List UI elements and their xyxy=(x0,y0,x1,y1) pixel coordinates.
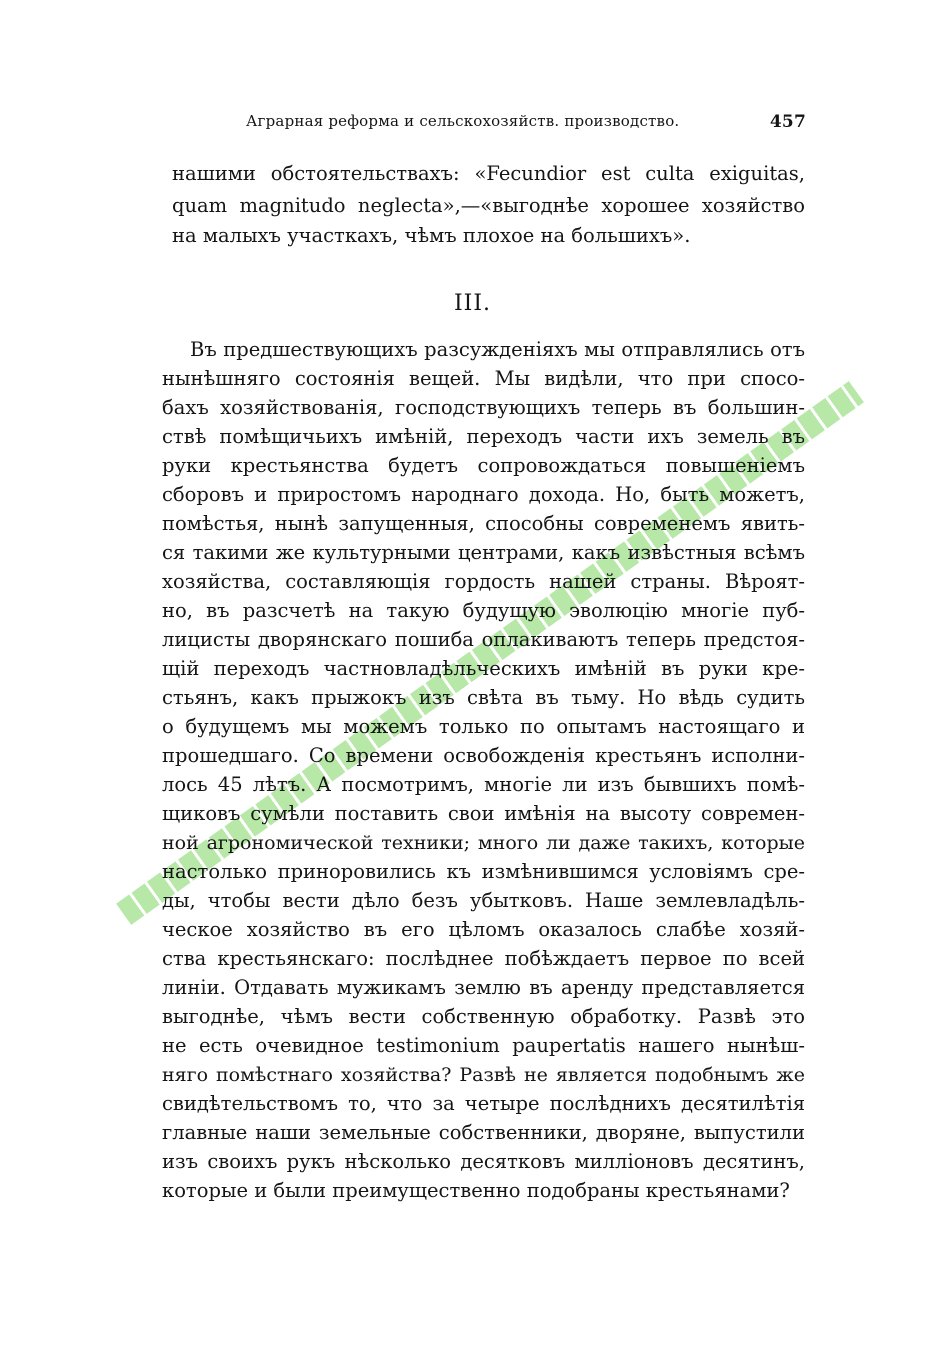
body-line: лицисты дворянскаго пошиба оплакиваютъ теперь предстоя- xyxy=(162,628,805,651)
body-line: лось 45 лѣтъ. А посмотримъ, многiе ли изъ бывшихъ помѣ- xyxy=(162,773,805,796)
body-line: прошедшаго. Со времени освобожденiя крестьянъ исполни- xyxy=(162,744,805,767)
body-line: сборовъ и приростомъ народнаго дохода. Но, быть можетъ, xyxy=(162,483,805,506)
intro-line: на малыхъ участкахъ, чѣмъ плохое на большихъ». xyxy=(172,224,691,247)
body-line: щиковъ сумѣли поставить свои имѣнiя на высоту современ- xyxy=(162,802,805,825)
body-line: руки крестьянства будетъ сопровождаться повышенiемъ xyxy=(162,454,805,477)
body-line: линiи. Отдавать мужикамъ землю въ аренду представляется xyxy=(162,976,805,999)
body-line: ды, чтобы вести дѣло безъ убытковъ. Наше землевладѣль- xyxy=(162,889,805,912)
intro-line: quam magnitudo neglecta»,—«выгоднѣе хорошее хозяйство xyxy=(172,194,805,217)
running-header xyxy=(246,112,806,136)
body-line: ной агрономической техники; много ли даже такихъ, которые xyxy=(162,832,805,854)
body-line: хозяйства, составляющiя гордость нашей страны. Вѣроят- xyxy=(162,570,805,593)
body-line: настолько приноровились къ измѣнившимся условiямъ сре- xyxy=(162,860,805,883)
intro-line: нашими обстоятельствахъ: «Fecundior est culta exiguitas, xyxy=(172,162,805,185)
body-line: бахъ хозяйствованiя, господствующихъ теперь въ большин- xyxy=(162,396,805,419)
body-line: но, въ разсчетѣ на такую будущую эволюцiю многiе пуб- xyxy=(162,599,805,622)
running-title: Аграрная реформа и сельскохозяйств. производство. xyxy=(246,112,680,130)
body-line: выгоднѣе, чѣмъ вести собственную обработку. Развѣ это xyxy=(162,1005,805,1028)
body-line: щiй переходъ частновладѣльческихъ имѣнiй въ руки кре- xyxy=(162,657,805,680)
body-line: ческое хозяйство въ его цѣломъ оказалось слабѣе хозяй- xyxy=(162,918,805,941)
body-line: о будущемъ мы можемъ только по опытамъ настоящаго и xyxy=(162,715,805,738)
section-heading: III. xyxy=(453,291,492,316)
body-line: ствѣ помѣщичьихъ имѣнiй, переходъ части ихъ земель въ xyxy=(162,425,805,448)
body-line: нынѣшняго состоянiя вещей. Мы видѣли, что при спосо- xyxy=(162,367,805,390)
body-line: главные наши земельные собственники, дворяне, выпустили xyxy=(162,1121,805,1144)
body-line: ся такими же культурными центрами, какъ извѣстныя всѣмъ xyxy=(162,541,805,564)
body-line: свидѣтельствомъ то, что за четыре послѣднихъ десятилѣтiя xyxy=(162,1092,805,1115)
body-line: стьянъ, какъ прыжокъ изъ свѣта въ тьму. Но вѣдь судить xyxy=(162,686,805,709)
body-line: няго помѣстнаго хозяйства? Развѣ не является подобнымъ же xyxy=(162,1064,805,1086)
body-line: не есть очевидное testimonium paupertatis нашего нынѣш- xyxy=(162,1034,805,1057)
body-line: Въ предшествующихъ разсужденiяхъ мы отправлялись отъ xyxy=(190,338,805,361)
body-line: ства крестьянскаго: послѣднее побѣждаетъ первое по всей xyxy=(162,947,805,970)
body-line: изъ своихъ рукъ нѣсколько десятковъ миллiоновъ десятинъ, xyxy=(162,1150,805,1173)
body-line: помѣстья, нынѣ запущенныя, способны современемъ явить- xyxy=(162,512,805,535)
body-line: которые и были преимущественно подобраны крестьянами? xyxy=(162,1179,790,1202)
page-number: 457 xyxy=(769,112,806,132)
